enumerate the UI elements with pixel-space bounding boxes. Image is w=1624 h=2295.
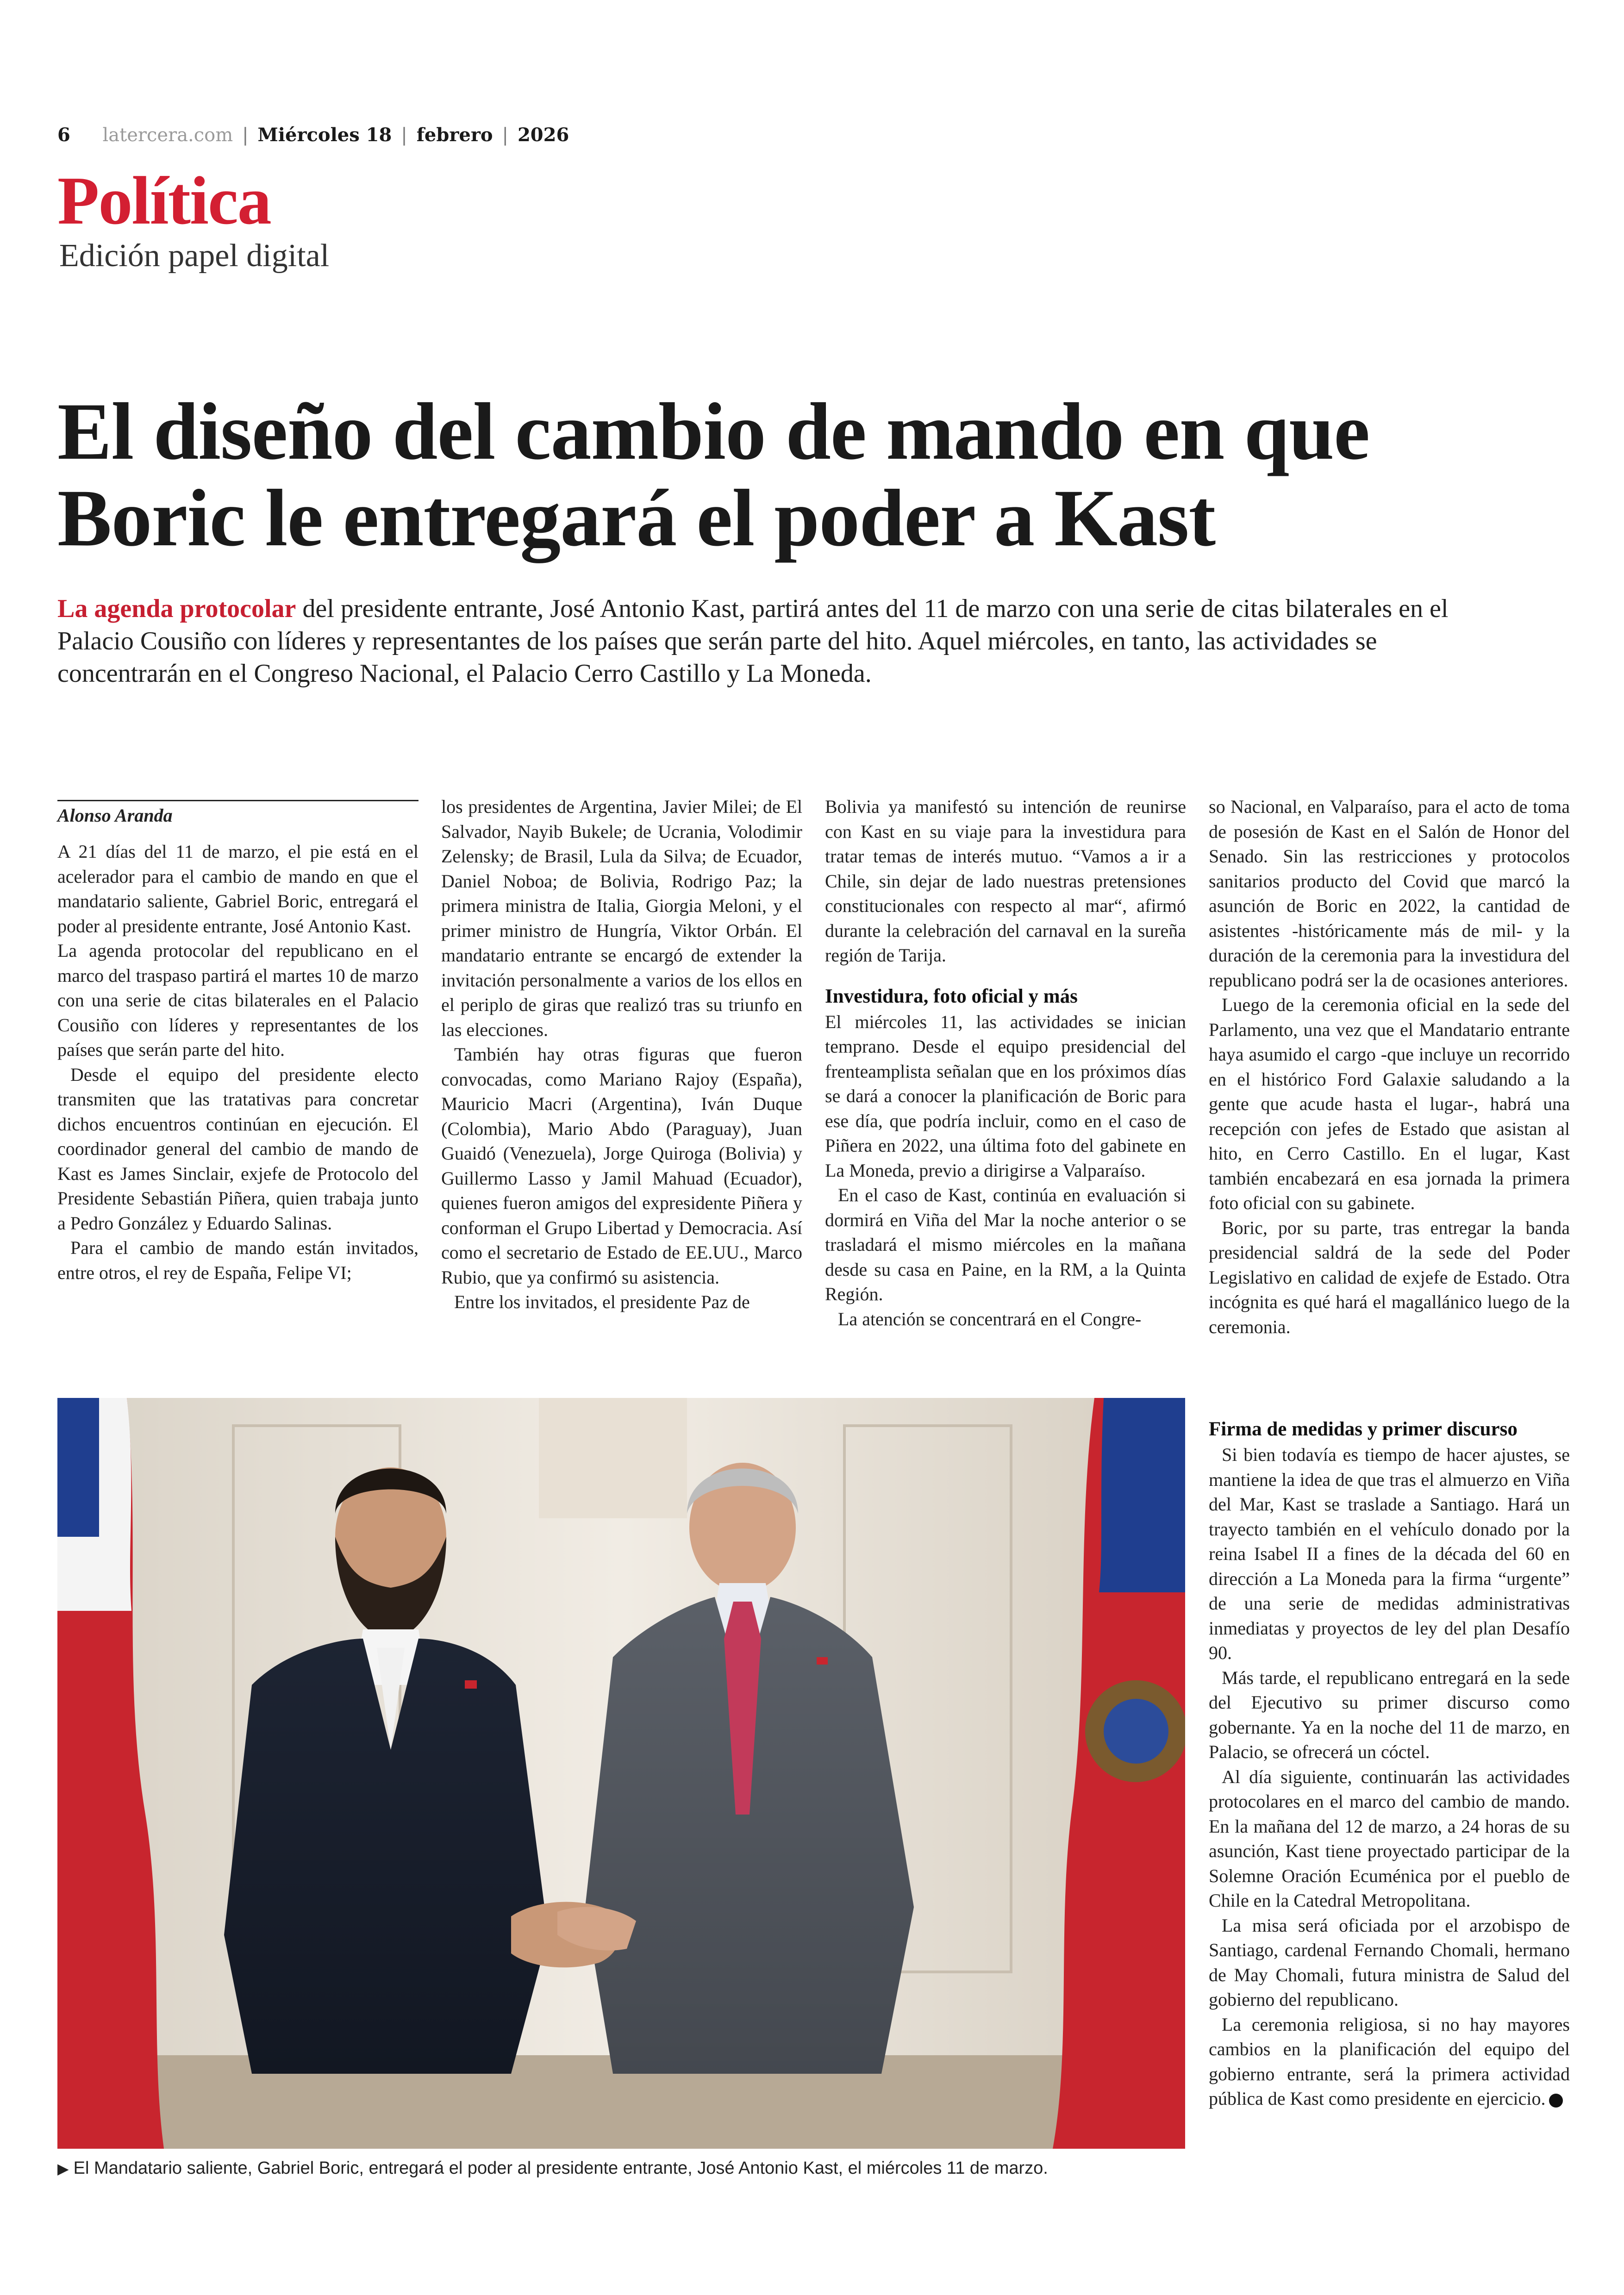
edition-label: Edición papel digital [59,238,330,274]
date-year: 2026 [517,124,569,146]
final-paragraph-text: La ceremonia religiosa, si no hay mayores cambios en la planificación del equipo del gobierno entrante, será la primera actividad pública de Kast como presidente en ejercicio. [1209,2014,1570,2109]
paragraph: La agenda protocolar del republicano en el marco del traspaso partirá el martes 10 de marzo con una serie de citas bilaterales en el Palacio Cousiño con líderes y representantes de los países que serán parte del hito. [57,940,418,1060]
paragraph: Desde el equipo del presidente electo transmiten que las tratativas para concretar dichos encuentros continúan en ejecución. El coordinador general del cambio de mando de Kast es James Sinclair, exjefe de Protocolo del Presidente Sebastián Piñera, quien trabaja junto a Pedro González y Eduardo Salinas. [57,1064,418,1234]
paragraph: Entre los invitados, el presidente Paz de [454,1291,750,1312]
paragraph: Más tarde, el republicano entregará en la sede del Ejecutivo su primer discurso como gobernante. Ya en la noche del 11 de marzo, en Palacio, se ofrecerá un cóctel. [1209,1667,1570,1762]
subhead-investidura: Investidura, foto oficial y más [825,985,1078,1007]
paragraph-final [1209,2012,1570,2111]
paragraph: Luego de la ceremonia oficial en la sede del Parlamento, una vez que el Mandatario entrante haya asumido el cargo -que incluye un recorrido en el histórico Ford Galaxie saludando a la gente que acude hasta el lugar-, habrá una recepción con jefes de Estado que asistan al hito, en Cerro Castillo. En el lugar, Kast también encabezará en esa jornada la primera foto oficial con su gabinete. [1209,994,1570,1213]
article-lede [57,592,1455,690]
handshake-photo-illustration [57,1398,1185,2149]
date-month: febrero [416,124,493,146]
section-title: Política [57,163,271,239]
byline: Alonso Aranda [57,800,418,826]
lede-kicker: La agenda protocolar [57,594,296,623]
photo-caption [57,2157,1185,2180]
paragraph: También hay otras figuras que fueron convocadas, como Mariano Rajoy (España), Mauricio Macri (Argentina), Iván Duque (Colombia), Mario Abdo (Paraguay), Juan Guaidó (Venezuela), Jorge Quiroga (Bolivia) y Guillermo Lasso y Jamil Mahuad (Ecuador), quienes fueron amigos del expresidente Piñera y conforman el Grupo Libertad y Democracia. Así como el secretario de Estado de EE.UU., Marco Rubio, que ya confirmó su asistencia. [441,1044,802,1288]
paragraph: Para el cambio de mando están invitados, entre otros, el rey de España, Felipe VI; [57,1237,418,1283]
page-number: 6 [57,124,70,146]
paragraph: so Nacional, en Valparaíso, para el acto de toma de posesión de Kast en el Salón de Honor del Senado. Sin las restricciones y protocolos sanitarios producto del Covid que marcó la asunción de Boric en 2022, la cantidad de asistentes -históricamente más de mil- y la duración de la ceremonia para la investidura del republicano podrá ser la de ocasiones anteriores. [1209,796,1570,991]
article-column-2 [441,794,802,1315]
lede-body: del presidente entrante, José Antonio Kast, partirá antes del 11 de marzo con una serie de citas bilaterales en el Palacio Cousiño con líderes y representantes de los países que serán parte del hito. Aquel miércoles, en tanto, las actividades se concentrarán en el Congreso Nacional, el Palacio Cerro Castillo y La Moneda. [57,594,1449,688]
article-column-3 [825,794,1186,1331]
date-day: Miércoles 18 [257,124,392,146]
caption-text: El Mandatario saliente, Gabriel Boric, entregará el poder al presidente entrante, José Antonio Kast, el miércoles 11 de marzo. [73,2158,1048,2178]
paragraph: los presidentes de Argentina, Javier Milei; de El Salvador, Nayib Bukele; de Ucrania, Volodimir Zelensky; de Brasil, Lula da Silva; de Ecuador, Daniel Noboa; de Bolivia, Rodrigo Paz; la primera ministra de Italia, Giorgia Meloni, y el primer ministro de Hungría, Viktor Orbán. El mandatario entrante se encargó de extender la invitación personalmente a varios de los ellos en el periplo de giras que realizó tras su triunfo en las elecciones. [441,796,802,1040]
caption-arrow-icon: ▶ [57,2160,69,2177]
page-folio: 6 latercera.com | Miércoles 18 | febrero | 2026 [57,124,569,146]
paragraph: La atención se concentrará en el Congre- [838,1308,1142,1329]
paragraph: Al día siguiente, continuarán las actividades protocolares en el marco del cambio de mando. En la mañana del 12 de marzo, a 24 horas de su asunción, Kast tiene proyectado participar de la Solemne Oración Ecuménica por el pueblo de Chile en la Catedral Metropolitana. [1209,1766,1570,1911]
article-column-4-lower [1209,1416,1570,2111]
paragraph: A 21 días del 11 de marzo, el pie está en el acelerador para el cambio de mando en que el mandatario saliente, Gabriel Boric, entregará el poder al presidente entrante, José Antonio Kast. [57,841,418,936]
paragraph: Boric, por su parte, tras entregar la banda presidencial saldrá de la sede del Poder Legislativo en calidad de exjefe de Estado. Otra incógnita es qué hará el magallánico luego de la ceremonia. [1209,1217,1570,1337]
paragraph: La misa será oficiada por el arzobispo de Santiago, cardenal Fernando Chomali, hermano de May Chomali, futura ministra de Salud del gobierno del republicano. [1209,1915,1570,2010]
article-photo [57,1398,1185,2149]
paragraph: Si bien todavía es tiempo de hacer ajustes, se mantiene la idea de que tras el almuerzo en Viña del Mar, Kast se traslade a Santiago. Hará un trayecto también en el vehículo donado por la reina Isabel II a fines de la década del 60 en dirección a La Moneda para la firma “urgente” de una serie de medidas administrativas inmediatas y proyectos de ley del plan Desafío 90. [1209,1444,1570,1663]
site-name[interactable]: latercera.com [102,125,233,146]
subhead-firma: Firma de medidas y primer discurso [1209,1418,1518,1440]
article-column-1 [57,800,418,1285]
paragraph: En el caso de Kast, continúa en evaluación si dormirá en Viña del Mar la noche anterior o se trasladará el mismo miércoles en la mañana desde su casa en Paine, en la RM, a la Quinta Región. [825,1185,1186,1304]
end-mark-icon [1549,2094,1563,2108]
paragraph: Bolivia ya manifestó su intención de reunirse con Kast en su viaje para la investidura para tratar temas de interés mutuo. “Vamos a ir a Chile, sin dejar de lado nuestras pretensiones constitucionales con respecto al mar“, afirmó durante la celebración del carnaval en la sureña región de Tarija. [825,796,1186,966]
paragraph: El miércoles 11, las actividades se inician temprano. Desde el equipo presidencial del frenteamplista señalan que en los próximos días se dará a conocer la planificación de Boric para ese día, que podría incluir, como en el caso de Piñera en 2022, una última foto del gabinete en La Moneda, previo a dirigirse a Valparaíso. [825,1011,1186,1181]
article-column-4 [1209,794,1570,1339]
article-headline: El diseño del cambio de mando en que Boric le entregará el poder a Kast [57,387,1370,563]
